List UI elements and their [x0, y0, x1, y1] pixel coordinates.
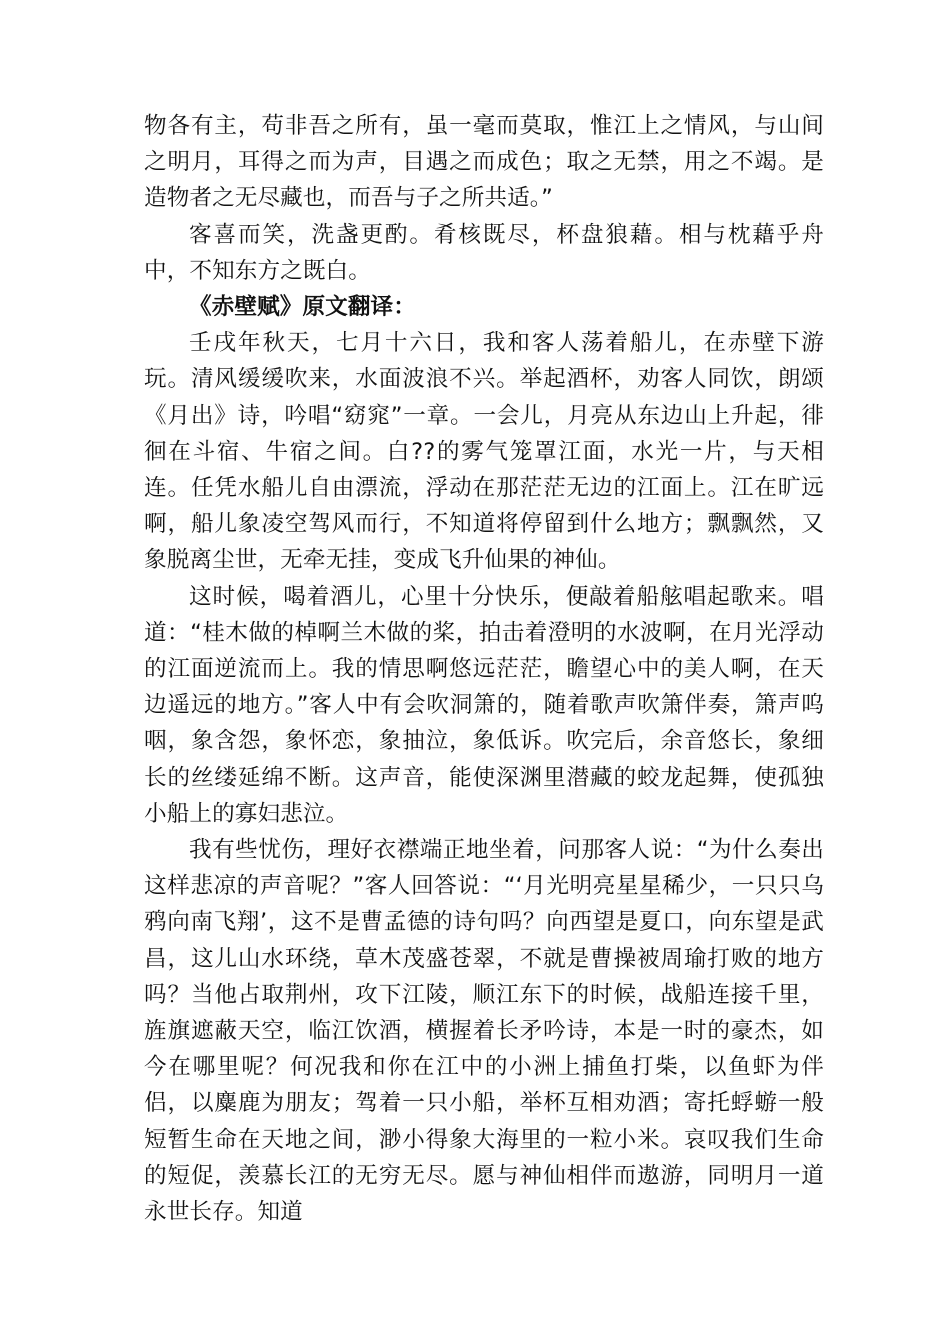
paragraph-translation-3: 我有些忧伤，理好衣襟端正地坐着，问那客人说：“为什么奏出这样悲凉的声音呢？”客人回答说：“‘月光明亮星星稀少，一只只乌鸦向南飞翔’，这不是曹孟德的诗句吗？向西望是夏口，向东望是武昌，这儿山水环绕，草木茂盛苍翠，不就是曹操被周瑜打败的地方吗？当他占取荆州，攻下江陵，顺江东下的时候，战船连接千里，旌旗遮蔽天空，临江饮酒，横握着长矛吟诗，本是一时的豪杰，如今在哪里呢？何况我和你在江中的小洲上捕鱼打柴，以鱼虾为伴侣，以麋鹿为朋友；驾着一只小船，举杯互相劝酒；寄托蜉蝣一般短暂生命在天地之间，渺小得象大海里的一粒小米。哀叹我们生命的短促，羡慕长江的无穷无尽。愿与神仙相伴而遨游，同明月一道永世长存。知道 [144, 837, 824, 1226]
paragraph-continuation: 物各有主，苟非吾之所有，虽一毫而莫取，惟江上之情风，与山间之明月，耳得之而为声，目遇之而成色；取之无禁，用之不竭。是造物者之无尽藏也，而吾与子之所共适。” [144, 113, 824, 212]
paragraph-translation-1: 壬戌年秋天，七月十六日，我和客人荡着船儿，在赤壁下游玩。清风缓缓吹来，水面波浪不兴。举起酒杯，劝客人同饮，朗颂《月出》诗，吟唱“窈窕”一章。一会儿，月亮从东边山上升起，徘徊在斗宿、牛宿之间。白??的雾气笼罩江面，水光一片，与天相连。任凭水船儿自由漂流，浮动在那茫茫无边的江面上。江在旷远啊，船儿象凌空驾风而行，不知道将停留到什么地方；飘飘然，又象脱离尘世，无牵无挂，变成飞升仙果的神仙。 [144, 330, 824, 574]
paragraph-translation-2: 这时候，喝着酒儿，心里十分快乐，便敲着船舷唱起歌来。唱道：“桂木做的棹啊兰木做的桨，拍击着澄明的水波啊，在月光浮动的江面逆流而上。我的情思啊悠远茫茫，瞻望心中的美人啊，在天边遥远的地方。”客人中有会吹洞箫的，随着歌声吹箫伴奏，箫声呜咽，象含怨，象怀恋，象抽泣，象低诉。吹完后，余音悠长，象细长的丝缕延绵不断。这声音，能使深渊里潜藏的蛟龙起舞，使孤独小船上的寡妇悲泣。 [144, 583, 824, 827]
document-page [144, 108, 824, 1230]
paragraph-guest-laughs: 客喜而笑，洗盏更酌。肴核既尽，杯盘狼藉。相与枕藉乎舟中，不知东方之既白。 [144, 221, 824, 284]
section-heading: 《赤壁赋》原文翻译： [189, 294, 416, 321]
